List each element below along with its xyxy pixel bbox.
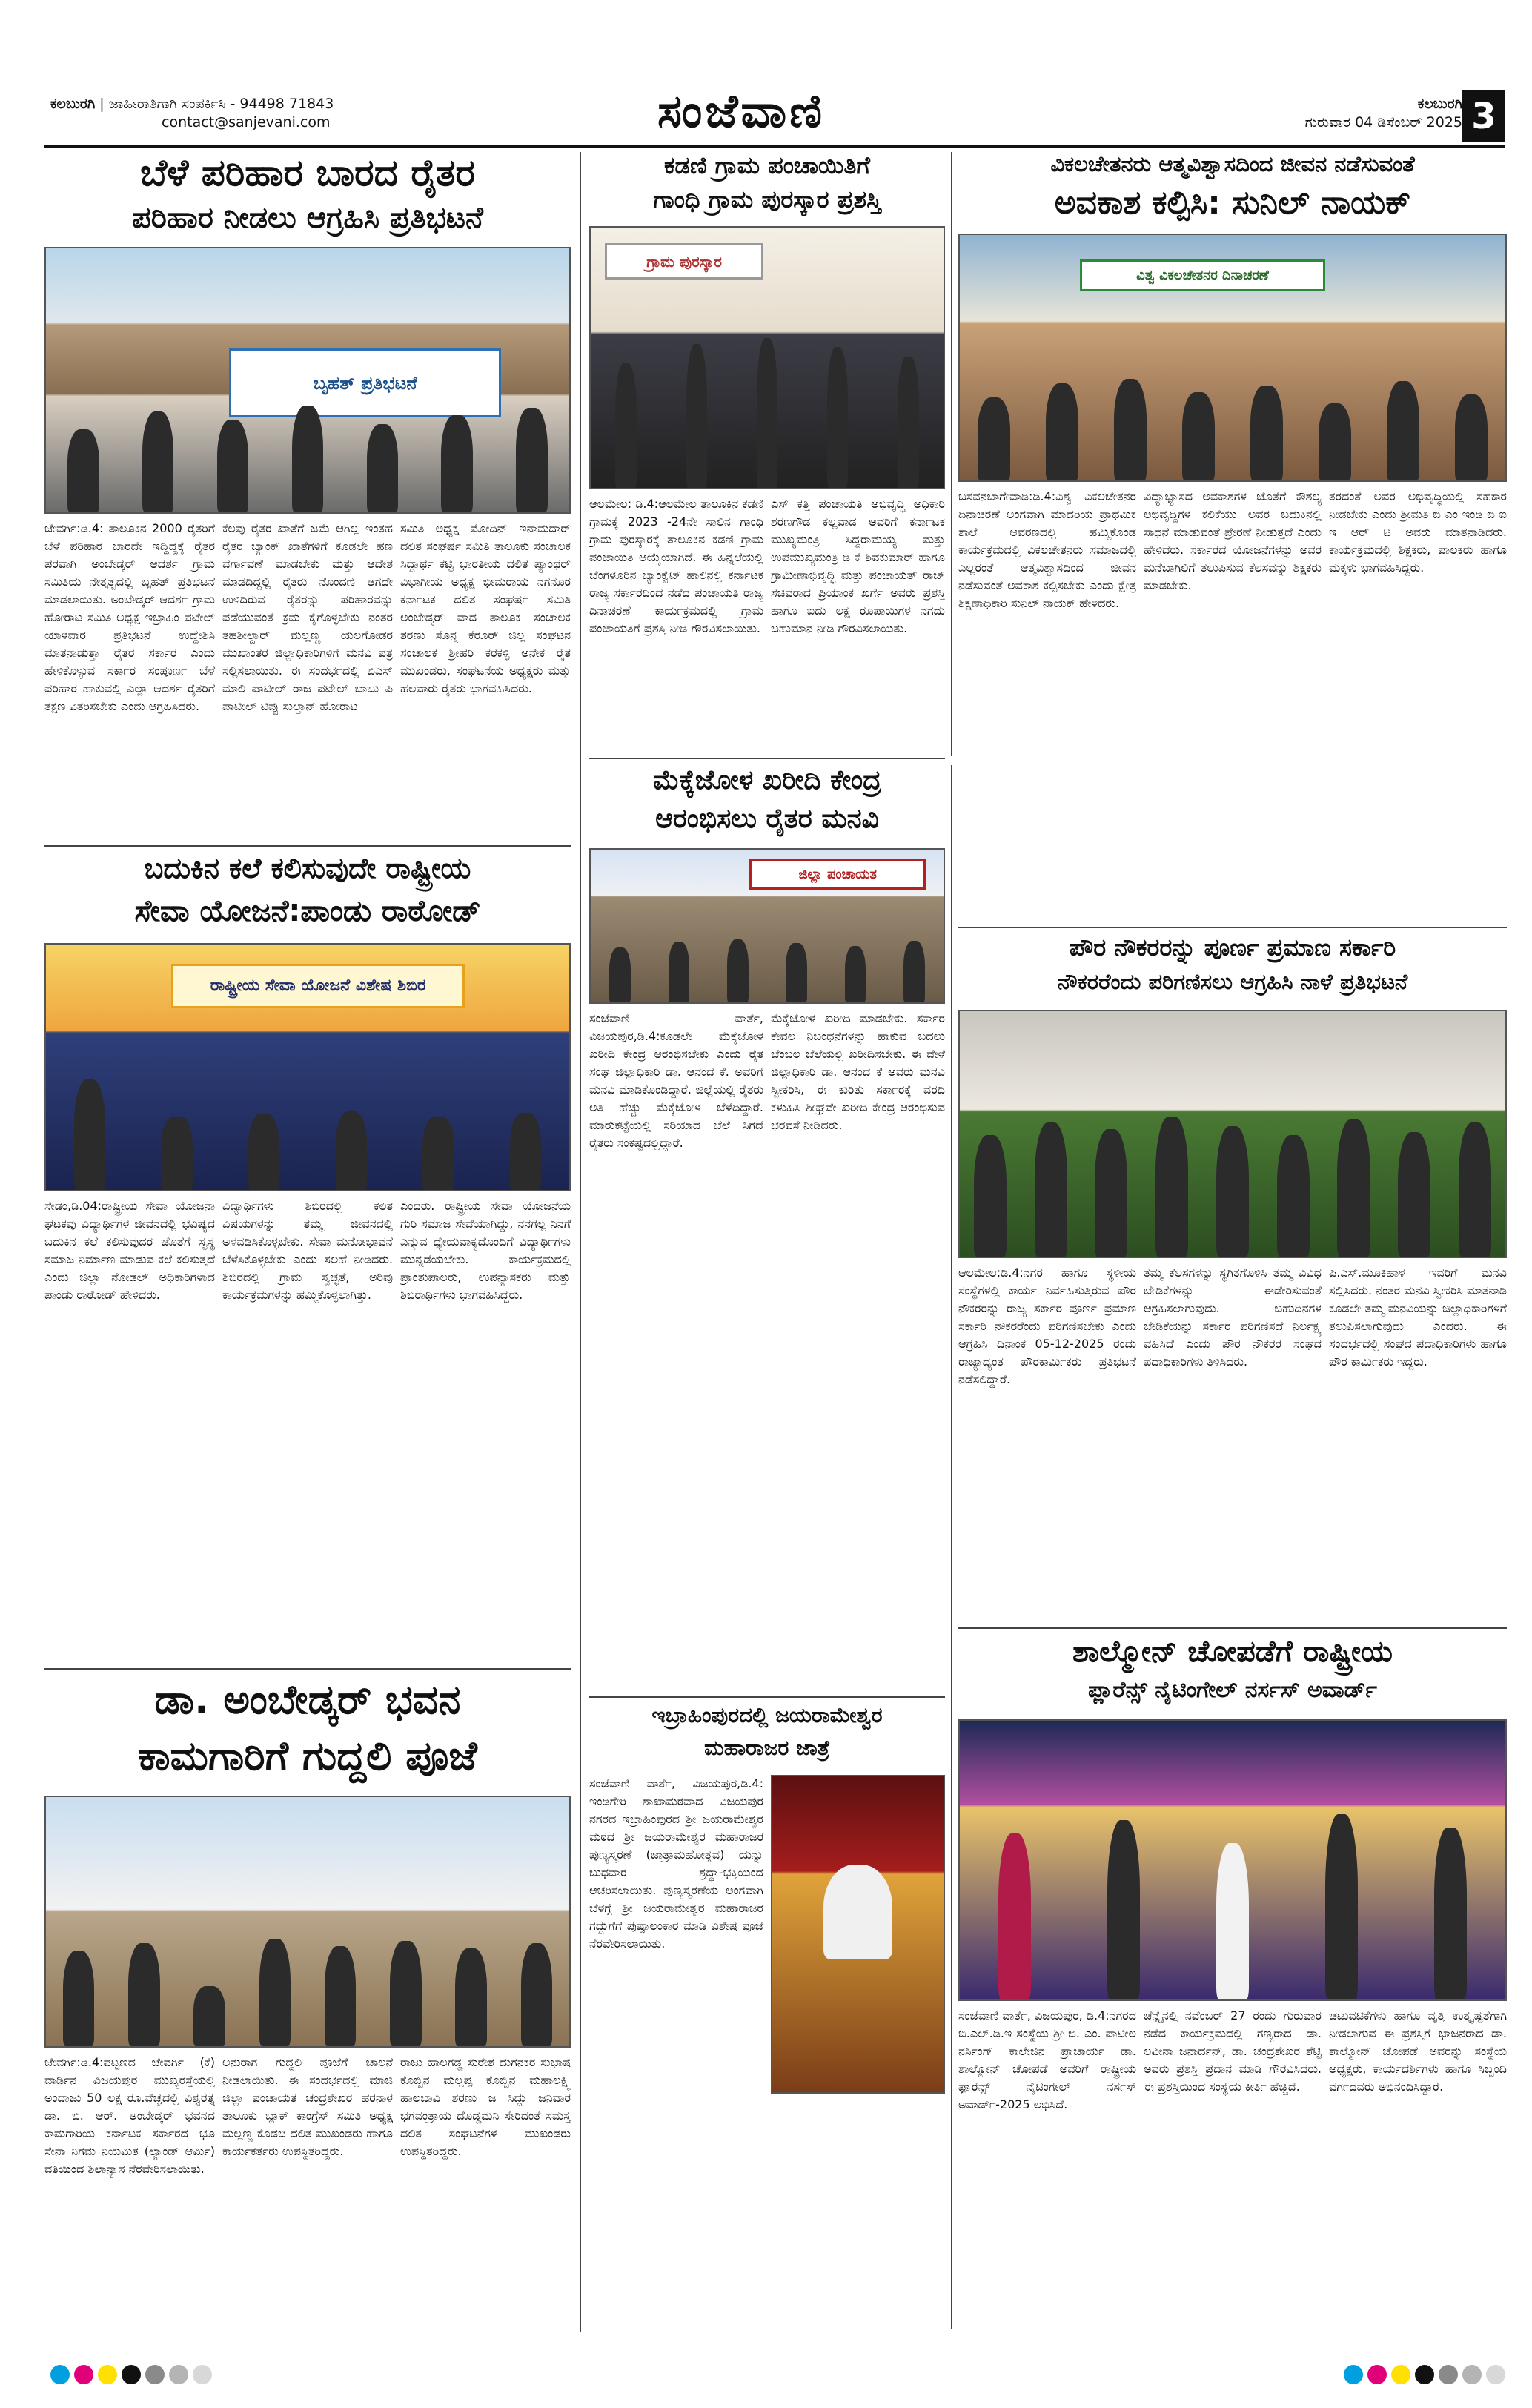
registration-dot — [145, 2365, 165, 2384]
story-column: ತಮ್ಮ ಕೆಲಸಗಳನ್ನು ಸ್ಥಗಿತಗೊಳಿಸಿ ತಮ್ಮ ವಿವಿಧ ಬೇಡಿಕೆಗಳನ್ನು ಈಡೇರಿಸುವಂತೆ ಆಗ್ರಹಿಸಲಾಗುವುದು. ಬಹುದಿನಗಳ ಬೇಡಿಕೆಯನ್ನು ಸರ್ಕಾರ ಪರಿಗಣಿಸದೆ ನಿರ್ಲಕ್ಷ್ಯ ವಹಿಸಿದೆ ಎಂದು ಪೌರ ನೌಕರರ ಸಂಘದ ಪದಾಧಿಕಾರಿಗಳು ತಿಳಿಸಿದರು. — [1144, 1266, 1322, 1369]
story-column: ಎಂದರು. ರಾಷ್ಟ್ರೀಯ ಸೇವಾ ಯೋಜನೆಯ ಗುರಿ ಸಮಾಜ ಸೇವೆಯಾಗಿದ್ದು, ನನಗಲ್ಲ ನಿನಗೆ ಎನ್ನುವ ಧ್ಯೇಯವಾಕ್ಯದೊಂದಿಗೆ ವಿದ್ಯಾರ್ಥಿಗಳು ಮುನ್ನಡೆಯಬೇಕು. ಕಾರ್ಯಕ್ರಮದಲ್ಲಿ ಪ್ರಾಂಶುಪಾಲರು, ಉಪನ್ಯಾಸಕರು ಮತ್ತು ಶಿಬಿರಾರ್ಥಿಗಳು ಭಾಗವಹಿಸಿದ್ದರು. — [400, 1199, 571, 1302]
photo-backdrop-text: ಗ್ರಾಮ ಪುರಸ್ಕಾರ — [605, 243, 763, 280]
header-date: ಗುರುವಾರ 04 ಡಿಸೆಂಬರ್ 2025 — [1304, 114, 1462, 130]
story-nursing-award — [958, 1635, 1507, 2330]
registration-dot — [98, 2365, 117, 2384]
story-body — [958, 488, 1507, 918]
story-subheadline: ಫ್ಲಾರೆನ್ಸ್ ನೈಟಿಂಗೇಲ್ ನರ್ಸಸ್ ಅವಾರ್ಡ್ — [1088, 1678, 1377, 1703]
story-photo — [44, 1796, 571, 2048]
registration-dot — [74, 2365, 93, 2384]
story-headline: ಬೆಳೆ ಪರಿಹಾರ ಬಾರದ ರೈತರ — [140, 152, 475, 194]
story-body — [44, 2054, 571, 2321]
story-body — [958, 2007, 1507, 2318]
story-photo — [44, 247, 571, 514]
story-photo — [589, 848, 945, 1004]
photo-people — [960, 1105, 1505, 1257]
idol-shape — [823, 1865, 892, 1959]
story-body — [589, 1010, 945, 1677]
story-headline: ಪೌರ ನೌಕರರನ್ನು ಪೂರ್ಣ ಪ್ರಮಾಣ ಸರ್ಕಾರಿ — [1069, 934, 1396, 962]
color-registration-marks-right — [1344, 2365, 1505, 2384]
section-divider — [44, 1668, 571, 1670]
story-column: ಅನುರಾಗ ಗುದ್ದಲಿ ಪೂಜೆಗೆ ಚಾಲನೆ ನೀಡಲಾಯಿತು. ಈ ಸಂದರ್ಭದಲ್ಲಿ ಮಾಜಿ ಜಿಲ್ಲಾ ಪಂಚಾಯತ ಚಂದ್ರಶೇಖರ ಹರನಾಳ ತಾಲೂಕು ಬ್ಲಾಕ್ ಕಾಂಗ್ರೆಸ್ ಸಮಿತಿ ಅಧ್ಯಕ್ಷ ಮಲ್ಲಣ್ಣ ಕೊಡಚಿ ದಲಿತ ಮುಖಂಡರು ಹಾಗೂ ಕಾರ್ಯಕರ್ತರು ಉಪಸ್ಥಿತರಿದ್ದರು. — [222, 2055, 393, 2158]
story-column: ವಿದ್ಯಾಭ್ಯಾಸದ ಅವಕಾಶಗಳ ಜೊತೆಗೆ ಕೌಶಲ್ಯ ಅಭಿವೃದ್ಧಿಗಳ ಕಲಿಕೆಯು ಅವರ ಬದುಕಿನಲ್ಲಿ ಸಾಧನೆ ಮಾಡುವಂತೆ ಪ್ರೇರಣೆ ನೀಡುತ್ತದೆ ಎಂದು ಹೇಳಿದರು. ಸರ್ಕಾರದ ಯೋಜನೆಗಳನ್ನು ಅವರ ಮನೆಬಾಗಿಲಿಗೆ ತಲುಪಿಸುವ ಕೆಲಸವನ್ನು ಶಿಕ್ಷಕರು ಮಾಡಬೇಕು. — [1144, 489, 1322, 592]
story-ambedkar-bhavan — [44, 1677, 571, 2329]
story-column: ಮೆಕ್ಕೆಜೋಳ ಖರೀದಿ ಮಾಡಬೇಕು. ಸರ್ಕಾರ ಕೇವಲ ನಿಬಂಧನೆಗಳನ್ನು ಹಾಕುವ ಬದಲು ಬೆಂಬಲ ಬೆಲೆಯಲ್ಲಿ ಖರೀದಿಸಬೇಕು. ಈ ವೇಳೆ ಜಿಲ್ಲಾಧಿಕಾರಿ ಡಾ. ಆನಂದ ಕೆ ಅವರು ಮನವಿ ಸ್ವೀಕರಿಸಿ, ಈ ಕುರಿತು ಸರ್ಕಾರಕ್ಕೆ ವರದಿ ಕಳುಹಿಸಿ ಶೀಘ್ರವೇ ಖರೀದಿ ಕೇಂದ್ರ ಆರಂಭಿಸುವ ಭರವಸೆ ನೀಡಿದರು. — [771, 1011, 945, 1132]
story-body — [44, 1197, 571, 1650]
story-column: ಸಮಿತಿ ಅಧ್ಯಕ್ಷ ಮೋದಿನ್ ಇನಾಮದಾರ್ ದಲಿತ ಸಂಘರ್ಷ ಸಮಿತಿ ತಾಲೂಕು ಸಂಚಾಲಕ ಸಿದ್ದಾರ್ಥ ಕಟ್ಟಿ ಭಾರತೀಯ ದಲಿತ ಪ್ಯಾಂಥರ್ ವಿಭಾಗೀಯ ಅಧ್ಯಕ್ಷ ಭೀಮರಾಯ ನಗನೂರ ಕರ್ನಾಟಕ ದಲಿತ ಸಂಘರ್ಷ ಸಮಿತಿ ಅಂಬೇಡ್ಕರ್ ವಾದ ತಾಲೂಕ ಸಂಚಾಲಕ ಶರಣು ಸೊನ್ನ ಕೆರೂರ್ ಜಿಲ್ಲ ಸಂಘಟನ ಸಂಚಾಲಕ ಶ್ರೀಹರಿ ಕರಕಳ್ಳಿ ಅನೇಕ ರೈತ ಮುಖಂಡರು, ಸಂಘಟನೆಯ ಅಧ್ಯಕ್ಷರು ಮತ್ತು ಹಲವಾರು ರೈತರು ಭಾಗವಹಿಸಿದರು. — [400, 521, 571, 695]
story-column: ಚೆನ್ನೈನಲ್ಲಿ ನವೆಂಬರ್ 27 ರಂದು ಗುರುವಾರ ನಡೆದ ಕಾರ್ಯಕ್ರಮದಲ್ಲಿ ಗಣ್ಯರಾದ ಡಾ. ಲವೀನಾ ಜನಾರ್ದನ್, ಡಾ. ಚಂದ್ರಶೇಖರ ಶೆಟ್ಟಿ ಅವರು ಪ್ರಶಸ್ತಿ ಪ್ರದಾನ ಮಾಡಿ ಗೌರವಿಸಿದರು. ಈ ಪ್ರಶಸ್ತಿಯಿಂದ ಸಂಸ್ಥೆಯ ಕೀರ್ತಿ ಹೆಚ್ಚಿದೆ. — [1144, 2008, 1322, 2094]
column-divider — [580, 152, 581, 2332]
story-body — [44, 520, 571, 831]
story-gandhi-grama-award — [589, 152, 945, 756]
story-column: ವಿದ್ಯಾರ್ಥಿಗಳು ಶಿಬಿರದಲ್ಲಿ ಕಲಿತ ವಿಷಯಗಳನ್ನು ತಮ್ಮ ಜೀವನದಲ್ಲಿ ಅಳವಡಿಸಿಕೊಳ್ಳಬೇಕು. ಸೇವಾ ಮನೋಭಾವನೆ ಬೆಳೆಸಿಕೊಳ್ಳಬೇಕು ಎಂದು ಸಲಹೆ ನೀಡಿದರು. ಶಿಬಿರದಲ್ಲಿ ಗ್ರಾಮ ಸ್ವಚ್ಛತೆ, ಅರಿವು ಕಾರ್ಯಕ್ರಮಗಳನ್ನು ಹಮ್ಮಿಕೊಳ್ಳಲಾಗಿತ್ತು. — [222, 1199, 393, 1302]
photo-people — [591, 933, 944, 1002]
story-headline: ಇಬ್ರಾಹಿಂಪುರದಲ್ಲಿ ಜಯರಾಮೇಶ್ವರ — [651, 1704, 883, 1727]
section-divider — [589, 758, 945, 759]
story-photo — [958, 1010, 1507, 1258]
story-photo — [44, 943, 571, 1191]
story-subheadline: ಕಾಮಗಾರಿಗೆ ಗುದ್ದಲಿ ಪೂಜೆ — [138, 1733, 477, 1779]
photo-banner: ಬೃಹತ್ ಪ್ರತಿಭಟನೆ — [229, 348, 501, 417]
photo-people — [960, 1805, 1505, 2000]
story-body — [958, 1264, 1507, 1605]
story-subheadline: ಮಹಾರಾಜರ ಜಾತ್ರೆ — [704, 1736, 830, 1760]
story-body-with-photo — [589, 1775, 945, 2294]
registration-dot — [1391, 2365, 1410, 2384]
story-subheadline: ಅವಕಾಶ ಕಲ್ಪಿಸಿ: ಸುನಿಲ್ ನಾಯಕ್ — [1054, 185, 1411, 222]
story-pourakarmika-protest — [958, 934, 1507, 1620]
story-column: ಬಸವನಬಾಗೇವಾಡಿ:ಡಿ.4:ವಿಶ್ವ ವಿಕಲಚೇತನರ ದಿನಾಚರಣೆ ಅಂಗವಾಗಿ ಮಾದರಿಯ ಪ್ರಾಥಮಿಕ ಶಾಲೆ ಆವರಣದಲ್ಲಿ ಹಮ್ಮಿಕೊಂಡ ಕಾರ್ಯಕ್ರಮದಲ್ಲಿ ವಿಕಲಚೇತನರು ಸಮಾಜದಲ್ಲಿ ಎಲ್ಲರಂತೆ ಆತ್ಮವಿಶ್ವಾಸದಿಂದ ಜೀವನ ನಡೆಸುವಂತೆ ಅವಕಾಶ ಕಲ್ಪಿಸಬೇಕು ಎಂದು ಕ್ಷೇತ್ರ ಶಿಕ್ಷಣಾಧಿಕಾರಿ ಸುನಿಲ್ ನಾಯಕ್ ಹೇಳಿದರು. — [958, 489, 1136, 610]
story-headline: ಬದುಕಿನ ಕಲೆ ಕಲಿಸುವುದೇ ರಾಷ್ಟ್ರೀಯ — [144, 853, 471, 884]
registration-dot — [1462, 2365, 1482, 2384]
masthead: ಸಂಜೆವಾಣಿ — [657, 84, 826, 138]
header-city-right: ಕಲಬುರಗಿ — [1417, 96, 1462, 112]
photo-banner: ಜಿಲ್ಲಾ ಪಂಚಾಯತ — [749, 859, 926, 889]
registration-dot — [1415, 2365, 1434, 2384]
story-photo — [771, 1775, 945, 2094]
column-divider — [951, 152, 952, 756]
section-divider — [958, 927, 1507, 928]
story-column: ತರದಂತೆ ಅವರ ಅಭಿವೃದ್ಧಿಯಲ್ಲಿ ಸಹಕಾರ ನೀಡಬೇಕು ಎಂದು ಶ್ರೀಮತಿ ಬಿ ಎಂ ಇಂಡಿ ಬಿ ಐ ಇ ಆರ್ ಟಿ ಅವರು ಮಾತನಾಡಿದರು. ಕಾರ್ಯಕ್ರಮದಲ್ಲಿ ಶಿಕ್ಷಕರು, ಪಾಲಕರು ಹಾಗೂ ಮಕ್ಕಳು ಭಾಗವಹಿಸಿದ್ದರು. — [1329, 489, 1507, 575]
photo-people — [591, 331, 944, 488]
story-column: ಸಂಜೆವಾಣಿ ವಾರ್ತೆ, ವಿಜಯಪುರ, ಡಿ.4:ನಗರದ ಬಿ.ಎಲ್.ಡಿ.ಇ ಸಂಸ್ಥೆಯ ಶ್ರೀ ಬಿ. ಎಂ. ಪಾಟೀಲ ನರ್ಸಿಂಗ್ ಕಾಲೇಜಿನ ಪ್ರಾಚಾರ್ಯ ಡಾ. ಶಾಲ್ಮೋನ್ ಚೋಪಡೆ ಅವರಿಗೆ ರಾಷ್ಟ್ರೀಯ ಫ್ಲಾರೆನ್ಸ್ ನೈಟಿಂಗೇಲ್ ನರ್ಸಸ್ ಅವಾರ್ಡ್-2025 ಲಭಿಸಿದೆ. — [958, 2008, 1136, 2111]
photo-people — [46, 1927, 569, 2046]
column-divider — [951, 765, 952, 2329]
story-column: ಪಿ.ಎಸ್.ಮೂಕಿಹಾಳ ಇವರಿಗೆ ಮನವಿ ಸಲ್ಲಿಸಿದರು. ನಂತರ ಮನವಿ ಸ್ವೀಕರಿಸಿ ಮಾತನಾಡಿ ಕೂಡಲೇ ತಮ್ಮ ಮನವಿಯನ್ನು ಜಿಲ್ಲಾಧಿಕಾರಿಗಳಿಗೆ ತಲುಪಿಸಲಾಗುವುದು ಎಂದರು. ಈ ಸಂದರ್ಭದಲ್ಲಿ ಸಂಘದ ಪದಾಧಿಕಾರಿಗಳು ಹಾಗೂ ಪೌರ ಕಾರ್ಮಿಕರು ಇದ್ದರು. — [1329, 1266, 1507, 1369]
story-jayarameshwara-fair — [589, 1704, 945, 2330]
section-divider — [589, 1696, 945, 1698]
story-column: ಕೆಲವು ರೈತರ ಖಾತೆಗೆ ಜಮೆ ಆಗಿಲ್ಲ ಇಂತಹ ರೈತರ ಬ್ಯಾಂಕ್ ಖಾತೆಗಳಿಗೆ ಕೂಡಲೇ ಹಣ ವರ್ಗಾವಣೆ ಮಾಡಬೇಕು ಮತ್ತು ಆದೇಶ ಮಾಡದಿದ್ದಲ್ಲಿ ರೈತರು ನೊಂದಣಿ ಆಗದೇ ಉಳಿದಿರುವ ರೈತರನ್ನು ಪರಿಹಾರವನ್ನು ಪಡೆಯುವಂತೆ ಕ್ರಮ ಕೈಗೊಳ್ಳಬೇಕು ನಂತರ ತಹಶೀಲ್ದಾರ್ ಮಲ್ಲಣ್ಣ ಯಲಗೋಡರ ಮುಖಾಂತರ ಜಿಲ್ಲಾಧಿಕಾರಿಗಳಿಗೆ ಮನವಿ ಪತ್ರ ಸಲ್ಲಿಸಲಾಯಿತು. ಈ ಸಂದರ್ಭದಲ್ಲಿ ಬಿಎಸ್ ಮಾಲಿ ಪಾಟೀಲ್ ರಾಜ ಪಟೇಲ್ ಬಾಬು ಪಿ ಪಾಟೀಲ್ ಟಿಪ್ಪು ಸುಲ್ತಾನ್ ಹೋರಾಟ — [222, 521, 393, 713]
story-column: ಚಟುವಟಿಕೆಗಳು ಹಾಗೂ ವೃತ್ತಿ ಉತ್ಕೃಷ್ಟತೆಗಾಗಿ ನೀಡಲಾಗುವ ಈ ಪ್ರಶಸ್ತಿಗೆ ಭಾಜನರಾದ ಡಾ. ಶಾಲ್ಮೋನ್ ಚೋಪಡೆ ಅವರನ್ನು ಸಂಸ್ಥೆಯ ಅಧ್ಯಕ್ಷರು, ಕಾರ್ಯದರ್ಶಿಗಳು ಹಾಗೂ ಸಿಬ್ಬಂದಿ ವರ್ಗದವರು ಅಭಿನಂದಿಸಿದ್ದಾರೆ. — [1329, 2008, 1507, 2094]
story-column: ಜೇವರ್ಗಿ:ಡಿ.4:ಪಟ್ಟಣದ ಜೇವರ್ಗಿ (ಕೆ) ವಾರ್ಡಿನ ವಿಜಯಪುರ ಮುಖ್ಯರಸ್ತೆಯಲ್ಲಿ ಅಂದಾಜು 50 ಲಕ್ಷ ರೂ.ವೆಚ್ಚದಲ್ಲಿ ವಿಶ್ವರತ್ನ ಡಾ. ಬಿ. ಆರ್. ಅಂಬೇಡ್ಕರ್ ಭವನದ ಕಾಮಗಾರಿಯ ಕರ್ನಾಟಕ ಸರ್ಕಾರದ ಭೂ ಸೇನಾ ನಿಗಮ ನಿಯಮಿತ (ಲ್ಯಾಂಡ್ ಆರ್ಮಿ) ವತಿಯಿಂದ ಶಿಲಾನ್ಯಾಸ ನೆರವೇರಿಸಲಾಯಿತು. — [44, 2055, 215, 2176]
story-subheadline: ಪರಿಹಾರ ನೀಡಲು ಆಗ್ರಹಿಸಿ ಪ್ರತಿಭಟನೆ — [132, 201, 483, 235]
story-subheadline: ಆರಂಭಿಸಲು ರೈತರ ಮನವಿ — [655, 804, 879, 834]
section-divider — [958, 1627, 1507, 1629]
photo-people — [960, 370, 1505, 480]
story-column: ಸೇಡಂ,ಡಿ.04:ರಾಷ್ಟ್ರೀಯ ಸೇವಾ ಯೋಜನಾ ಘಟಕವು ವಿದ್ಯಾರ್ಥಿಗಳ ಜೀವನದಲ್ಲಿ ಭವಿಷ್ಯದ ಬದುಕಿನ ಕಲೆ ಕಲಿಸುವುದರ ಜೊತೆಗೆ ಸ್ವಸ್ಥ ಸಮಾಜ ನಿರ್ಮಾಣ ಮಾಡುವ ಕಲೆ ಕಲಿಸುತ್ತದೆ ಎಂದು ಜಿಲ್ಲಾ ನೋಡಲ್ ಅಧಿಕಾರಿಗಳಾದ ಪಾಂಡು ರಾಠೋಡ್ ಹೇಳಿದರು. — [44, 1199, 215, 1302]
page-number: 3 — [1462, 90, 1505, 142]
story-headline: ಮೆಕ್ಕೆಜೋಳ ಖರೀದಿ ಕೇಂದ್ರ — [653, 765, 881, 796]
story-maize-procurement — [589, 765, 945, 1692]
registration-dot — [169, 2365, 188, 2384]
header-ad-contact: ಜಾಹೀರಾತಿಗಾಗಿ ಸಂಪರ್ಕಿಸಿ - 94498 71843 — [108, 96, 334, 112]
story-photo — [958, 234, 1507, 482]
story-column: ಆಲಮೇಲ:ಡಿ.4:ನಗರ ಹಾಗೂ ಸ್ಥಳೀಯ ಸಂಸ್ಥೆಗಳಲ್ಲಿ ಕಾರ್ಯ ನಿರ್ವಹಿಸುತ್ತಿರುವ ಪೌರ ನೌಕರರನ್ನು ರಾಜ್ಯ ಸರ್ಕಾರ ಪೂರ್ಣ ಪ್ರಮಾಣ ಸರ್ಕಾರಿ ನೌಕರರೆಂದು ಪರಿಗಣಿಸಬೇಕು ಎಂದು ಆಗ್ರಹಿಸಿ ದಿನಾಂಕ 05-12-2025 ರಂದು ರಾಜ್ಯಾದ್ಯಂತ ಪೌರಕಾರ್ಮಿಕರು ಪ್ರತಿಭಟನೆ ನಡೆಸಲಿದ್ದಾರೆ. — [958, 1266, 1136, 1386]
photo-people — [46, 394, 569, 512]
story-subheadline: ಸೇವಾ ಯೋಜನೆ:ಪಾಂಡು ರಾಠೋಡ್ — [134, 894, 481, 928]
story-headline: ಶಾಲ್ಮೋನ್ ಚೋಪಡೆಗೆ ರಾಷ್ಟ್ರೀಯ — [1072, 1635, 1393, 1669]
story-headline: ಡಾ. ಅಂಬೇಡ್ಕರ್ ಭವನ — [154, 1677, 461, 1723]
story-body — [589, 495, 945, 747]
registration-dot — [1439, 2365, 1458, 2384]
header-rule — [44, 145, 1505, 148]
photo-banner: ವಿಶ್ವ ವಿಕಲಚೇತನರ ದಿನಾಚರಣೆ — [1080, 259, 1325, 291]
story-disability-day — [958, 152, 1507, 923]
photo-people — [46, 1068, 569, 1191]
header-right — [1018, 95, 1462, 132]
registration-dot — [1344, 2365, 1363, 2384]
story-column: ಆಲಮೇಲ: ಡಿ.4:ಆಲಮೇಲ ತಾಲೂಕಿನ ಕಡಣಿ ಗ್ರಾಮಕ್ಕೆ 2023 -24ನೇ ಸಾಲಿನ ಗಾಂಧಿ ಗ್ರಾಮ ಪುರಸ್ಕಾರಕ್ಕೆ ತಾಲೂಕಿನ ಕಡಣಿ ಗ್ರಾಮ ಪಂಚಾಯಿತಿ ಆಯ್ಕೆಯಾಗಿದೆ. ಈ ಹಿನ್ನಲೆಯಲ್ಲಿ ಬೆಂಗಳೂರಿನ ಬ್ಯಾಂಕ್ವೆಟ್ ಹಾಲಿನಲ್ಲಿ ಕರ್ನಾಟಕ ರಾಜ್ಯ ಸರ್ಕಾರದಿಂದ ನಡೆದ ಪಂಚಾಯತಿ ರಾಜ್ಯ ದಿನಾಚರಣೆ ಕಾರ್ಯಕ್ರಮದಲ್ಲಿ ಗ್ರಾಮ ಪಂಚಾಯತಿಗೆ ಪ್ರಶಸ್ತಿ ನೀಡಿ ಗೌರವಿಸಲಾಯಿತು. — [589, 497, 763, 635]
story-photo — [589, 226, 945, 489]
story-column: ರಾಜು ಹಾಲಗಡ್ಡ ಸುರೇಶ ದುಗನಕರ ಸುಭಾಷ ಕೊಬ್ಬಿನ ಮಲ್ಲಪ್ಪ ಕೊಬ್ಬಿನ ಮಹಾಲಕ್ಷ್ಮಿ ಹಾಲಬಾವಿ ಶರಣು ಜ ಸಿದ್ದು ಜನಿವಾರ ಭಗವಂತ್ರಾಯ ದೊಡ್ಡಮನಿ ಸೇರಿದಂತೆ ಸಮಸ್ತ ದಲಿತ ಸಂಘಟನೆಗಳ ಮುಖಂಡರು ಉಪಸ್ಥಿತರಿದ್ದರು. — [400, 2055, 571, 2158]
registration-dot — [122, 2365, 141, 2384]
story-subheadline: ನೌಕರರೆಂದು ಪರಿಗಣಿಸಲು ಆಗ್ರಹಿಸಿ ನಾಳೆ ಪ್ರತಿಭಟನೆ — [1057, 970, 1408, 994]
header-city-left: ಕಲಬುರಗಿ — [50, 96, 96, 112]
story-photo — [958, 1719, 1507, 2001]
story-column: ಸಂಜೆವಾಣಿ ವಾರ್ತೆ, ವಿಜಯಪುರ,ಡಿ.4: ಇಂಡಿಗೇರಿ ಶಾಖಾಮಠವಾದ ವಿಜಯಪುರ ನಗರದ ಇಬ್ರಾಹಿಂಪುರದ ಶ್ರೀ ಜಯರಾಮೇಶ್ವರ ಮಠದ ಶ್ರೀ ಜಯರಾಮೇಶ್ವರ ಮಹಾರಾಜರ ಪುಣ್ಯಸ್ಮರಣೆ (ಜಾತ್ರಾಮಹೋತ್ಸವ) ಯನ್ನು ಬುಧವಾರ ಶ್ರದ್ಧಾ-ಭಕ್ತಿಯಿಂದ ಆಚರಿಸಲಾಯಿತು. ಪುಣ್ಯಸ್ಮರಣೆಯ ಅಂಗವಾಗಿ ಬೆಳಗ್ಗೆ ಶ್ರೀ ಜಯರಾಮೇಶ್ವರ ಮಹಾರಾಜರ ಗದ್ದುಗೆಗೆ ಪುಷ್ಪಾಲಂಕಾರ ಮಾಡಿ ವಿಶೇಷ ಪೂಜೆ ನೆರವೇರಿಸಲಾಯಿತು. — [589, 1776, 763, 1951]
story-headline: ವಿಕಲಚೇತನರು ಆತ್ಮವಿಶ್ವಾಸದಿಂದ ಜೀವನ ನಡೆಸುವಂತೆ — [1050, 152, 1415, 176]
header-email[interactable]: contact@sanjevani.com — [162, 114, 331, 130]
photo-banner: ರಾಷ್ಟ್ರೀಯ ಸೇವಾ ಯೋಜನೆ ವಿಶೇಷ ಶಿಬಿರ — [171, 964, 464, 1008]
story-subheadline: ಗಾಂಧಿ ಗ್ರಾಮ ಪುರಸ್ಕಾರ ಪ್ರಶಸ್ತಿ — [653, 186, 881, 214]
registration-dot — [1367, 2365, 1387, 2384]
color-registration-marks-left — [50, 2365, 212, 2384]
registration-dot — [50, 2365, 70, 2384]
registration-dot — [1486, 2365, 1505, 2384]
story-headline: ಕಡಣಿ ಗ್ರಾಮ ಪಂಚಾಯಿತಿಗೆ — [664, 152, 870, 179]
section-divider — [44, 845, 571, 847]
registration-dot — [193, 2365, 212, 2384]
story-column: ಜೇವರ್ಗಿ:ಡಿ.4: ತಾಲೂಕಿನ 2000 ರೈತರಿಗೆ ಬೆಳೆ ಪರಿಹಾರ ಬಾರದೇ ಇದ್ದಿದ್ದಕ್ಕೆ ರೈತರ ಪರವಾಗಿ ಅಂಬೇಡ್ಕರ್ ಆದರ್ಶ ಗ್ರಾಮ ಸಮಿತಿಯ ನೇತೃತ್ವದಲ್ಲಿ ಬೃಹತ್ ಪ್ರತಿಭಟನೆ ಮಾಡಲಾಯಿತು. ಅಂಬೇಡ್ಕರ್ ಆದರ್ಶ ಗ್ರಾಮ ಹೋರಾಟ ಸಮಿತಿ ಅಧ್ಯಕ್ಷ ಇಬ್ರಾಹಿಂ ಪಟೇಲ್ ಯಾಳವಾರ ಪ್ರತಿಭಟನೆ ಉದ್ದೇಶಿಸಿ ಮಾತನಾಡುತ್ತಾ ರೈತರ ಸರ್ಕಾರ ಎಂದು ಹೇಳಿಕೊಳ್ಳುವ ಸರ್ಕಾರ ಸಂಪೂರ್ಣ ಬೆಳೆ ಪರಿಹಾರ ಹಾಕುವಲ್ಲಿ ಎಲ್ಲಾ ಆದರ್ಶ ರೈತರಿಗೆ ತಕ್ಷಣ ವಿತರಿಸಬೇಕು ಎಂದು ಆಗ್ರಹಿಸಿದರು. — [44, 521, 215, 713]
story-column: ಎಸ್ ಕತ್ತಿ ಪಂಚಾಯತಿ ಅಭಿವೃದ್ಧಿ ಅಧಿಕಾರಿ ಶರಣಗೌಡ ಕಲ್ಲವಾಡ ಅವರಿಗೆ ಕರ್ನಾಟಕ ಮುಖ್ಯಮಂತ್ರಿ ಸಿದ್ದರಾಮಯ್ಯ ಮತ್ತು ಉಪಮುಖ್ಯಮಂತ್ರಿ ಡಿ ಕೆ ಶಿವಕುಮಾರ್ ಹಾಗೂ ಗ್ರಾಮೀಣಾಭಿವೃದ್ಧಿ ಮತ್ತು ಪಂಚಾಯತ್ ರಾಜ್ ಸಚಿವರಾದ ಪ್ರಿಯಾಂಕ ಖರ್ಗೆ ಅವರು ಪ್ರಶಸ್ತಿ ಹಾಗೂ ಐದು ಲಕ್ಷ ರೂಪಾಯಿಗಳ ನಗದು ಬಹುಮಾನ ನೀಡಿ ಗೌರವಿಸಲಾಯಿತು. — [771, 497, 945, 635]
story-crop-relief-protest — [44, 152, 571, 841]
story-column: ಸಂಜೆವಾಣಿ ವಾರ್ತೆ, ವಿಜಯಪುರ,ಡಿ.4:ಕೂಡಲೇ ಮೆಕ್ಕೆಜೋಳ ಖರೀದಿ ಕೇಂದ್ರ ಆರಂಭಿಸಬೇಕು ಎಂದು ರೈತ ಸಂಘ ಜಿಲ್ಲಾಧಿಕಾರಿ ಡಾ. ಆನಂದ ಕೆ. ಅವರಿಗೆ ಮನವಿ ಮಾಡಿಕೊಂಡಿದ್ದಾರೆ. ಜಿಲ್ಲೆಯಲ್ಲಿ ರೈತರು ಅತಿ ಹೆಚ್ಚು ಮೆಕ್ಕೆಜೋಳ ಬೆಳೆದಿದ್ದಾರೆ. ಮಾರುಕಟ್ಟೆಯಲ್ಲಿ ಸರಿಯಾದ ಬೆಲೆ ಸಿಗದೆ ರೈತರು ಸಂಕಷ್ಟದಲ್ಲಿದ್ದಾರೆ. — [589, 1011, 763, 1150]
story-nss-camp — [44, 853, 571, 1664]
header-left: ಕಲಬುರಗಿ | ಜಾಹೀರಾತಿಗಾಗಿ ಸಂಪರ್ಕಿಸಿ - 94498 71843 contact@sanjevani.com — [50, 96, 334, 130]
